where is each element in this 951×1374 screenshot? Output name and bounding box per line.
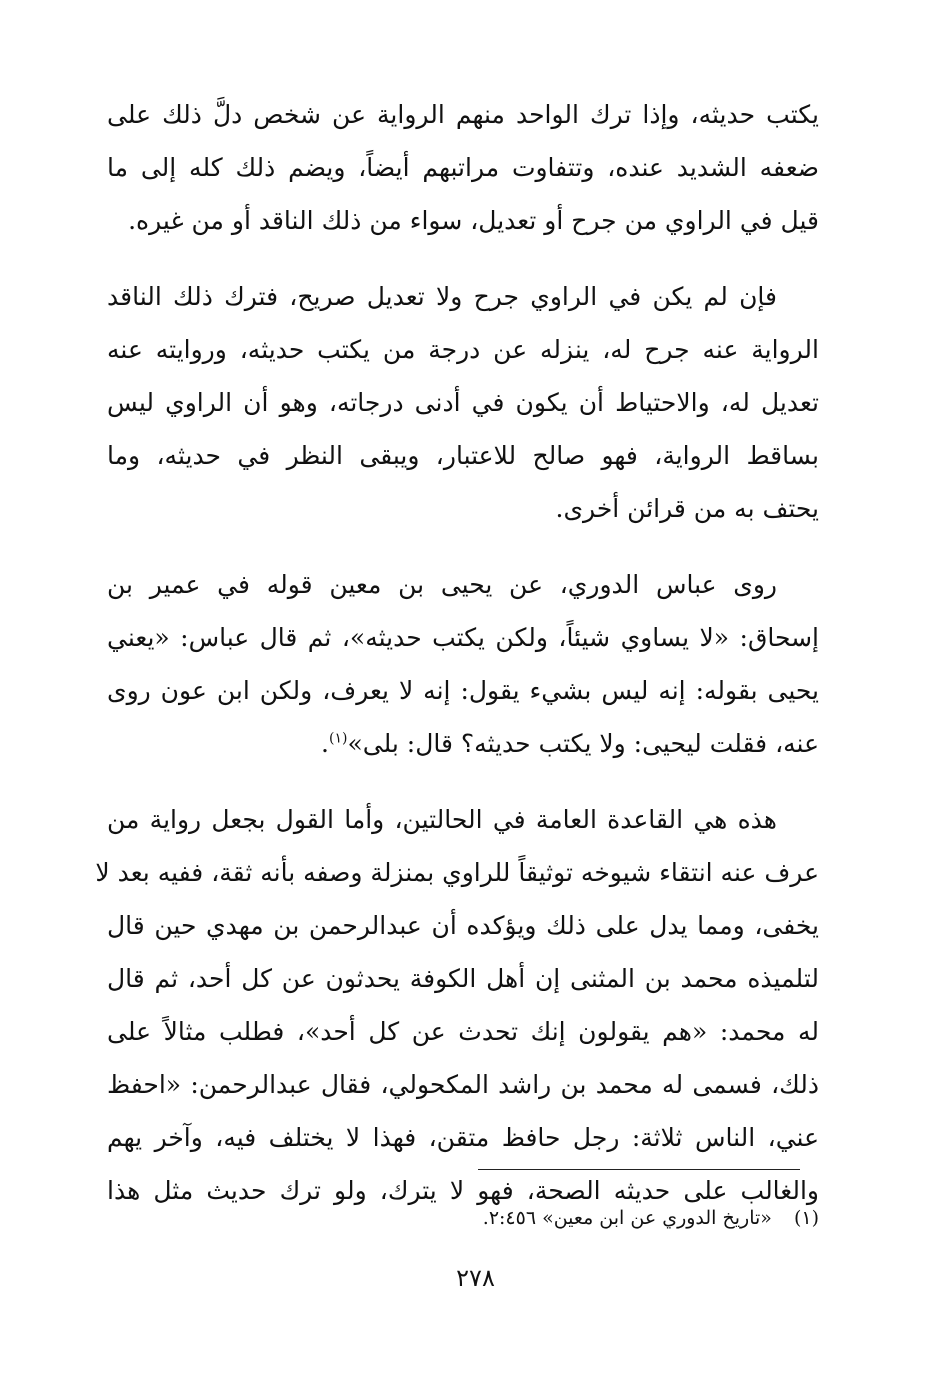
- paragraph-line: تعديل له، والاحتياط أن يكون في أدنى درجاته، وهو أن الراوي ليس: [107, 388, 819, 417]
- paragraph-line: يحتف به من قرائن أخرى.: [555, 494, 819, 523]
- footnote-separator: [478, 1169, 800, 1170]
- paragraph-line: والغالب على حديثه الصحة، فهو لا يترك، ولو ترك حديث مثل هذا: [107, 1176, 819, 1205]
- paragraph-line-text: عنه، فقلت ليحيى: ولا يكتب حديثه؟ قال: بلى»: [347, 729, 819, 758]
- footnote-text: «تاريخ الدوري عن ابن معين» ٢:٤٥٦.: [482, 1207, 772, 1229]
- paragraph-line: يحيى بقوله: إنه ليس بشيء يقول: إنه لا يعرف، ولكن ابن عون روى: [107, 676, 819, 705]
- footnote-reference[interactable]: (١): [328, 730, 348, 747]
- footnote: [107, 1198, 819, 1238]
- page-number: ٢٧٨: [456, 1264, 495, 1292]
- paragraph-line: يخفى، ومما يدل على ذلك ويؤكده أن عبدالرحمن بن مهدي حين قال: [107, 911, 819, 940]
- paragraph-line: روى عباس الدوري، عن يحيى بن معين قوله في عمير بن: [107, 570, 777, 599]
- paragraph-line: له محمد: «هم يقولون إنك تحدث عن كل أحد»، فطلب مثالاً على: [107, 1017, 819, 1046]
- paragraph-line-with-footnote: [107, 717, 819, 770]
- paragraph-line: عرف عنه انتقاء شيوخه توثيقاً للراوي بمنزلة وصفه بأنه ثقة، ففيه بعد لا: [95, 858, 819, 887]
- paragraph-line: ذلك، فسمى له محمد بن راشد المكحولي، فقال عبدالرحمن: «احفظ: [107, 1070, 819, 1099]
- paragraph-line: فإن لم يكن في الراوي جرح ولا تعديل صريح، فترك ذلك الناقد: [107, 282, 777, 311]
- paragraph-line: لتلميذه محمد بن المثنى إن أهل الكوفة يحدثون عن كل أحد، ثم قال: [107, 964, 819, 993]
- paragraph-line: قيل في الراوي من جرح أو تعديل، سواء من ذلك الناقد أو من غيره.: [128, 206, 819, 235]
- main-text: [95, 88, 819, 1217]
- paragraph-4: [95, 793, 819, 1217]
- paragraph-line: يكتب حديثه، وإذا ترك الواحد منهم الرواية عن شخص دلَّ ذلك على: [107, 100, 819, 129]
- paragraph-2: [107, 270, 819, 535]
- paragraph-line: بساقط الرواية، فهو صالح للاعتبار، ويبقى النظر في حديثه، وما: [107, 441, 819, 470]
- paragraph-line: ضعفه الشديد عنده، وتتفاوت مراتبهم أيضاً، ويضم ذلك كله إلى ما: [107, 153, 819, 182]
- paragraph-1: [107, 88, 819, 247]
- paragraph-line: الرواية عنه جرح له، ينزله عن درجة من يكتب حديثه، وروايته عنه: [107, 335, 819, 364]
- paragraph-line: إسحاق: «لا يساوي شيئاً، ولكن يكتب حديثه»، ثم قال عباس: «يعني: [107, 623, 819, 652]
- paragraph-line: عني، الناس ثلاثة: رجل حافظ متقن، فهذا لا يختلف فيه، وآخر يهم: [107, 1123, 819, 1152]
- paragraph-line: هذه هي القاعدة العامة في الحالتين، وأما القول بجعل رواية من: [107, 805, 777, 834]
- paragraph-3: [107, 558, 819, 770]
- footnote-number: (١): [793, 1207, 819, 1229]
- line-tail: .: [321, 729, 329, 758]
